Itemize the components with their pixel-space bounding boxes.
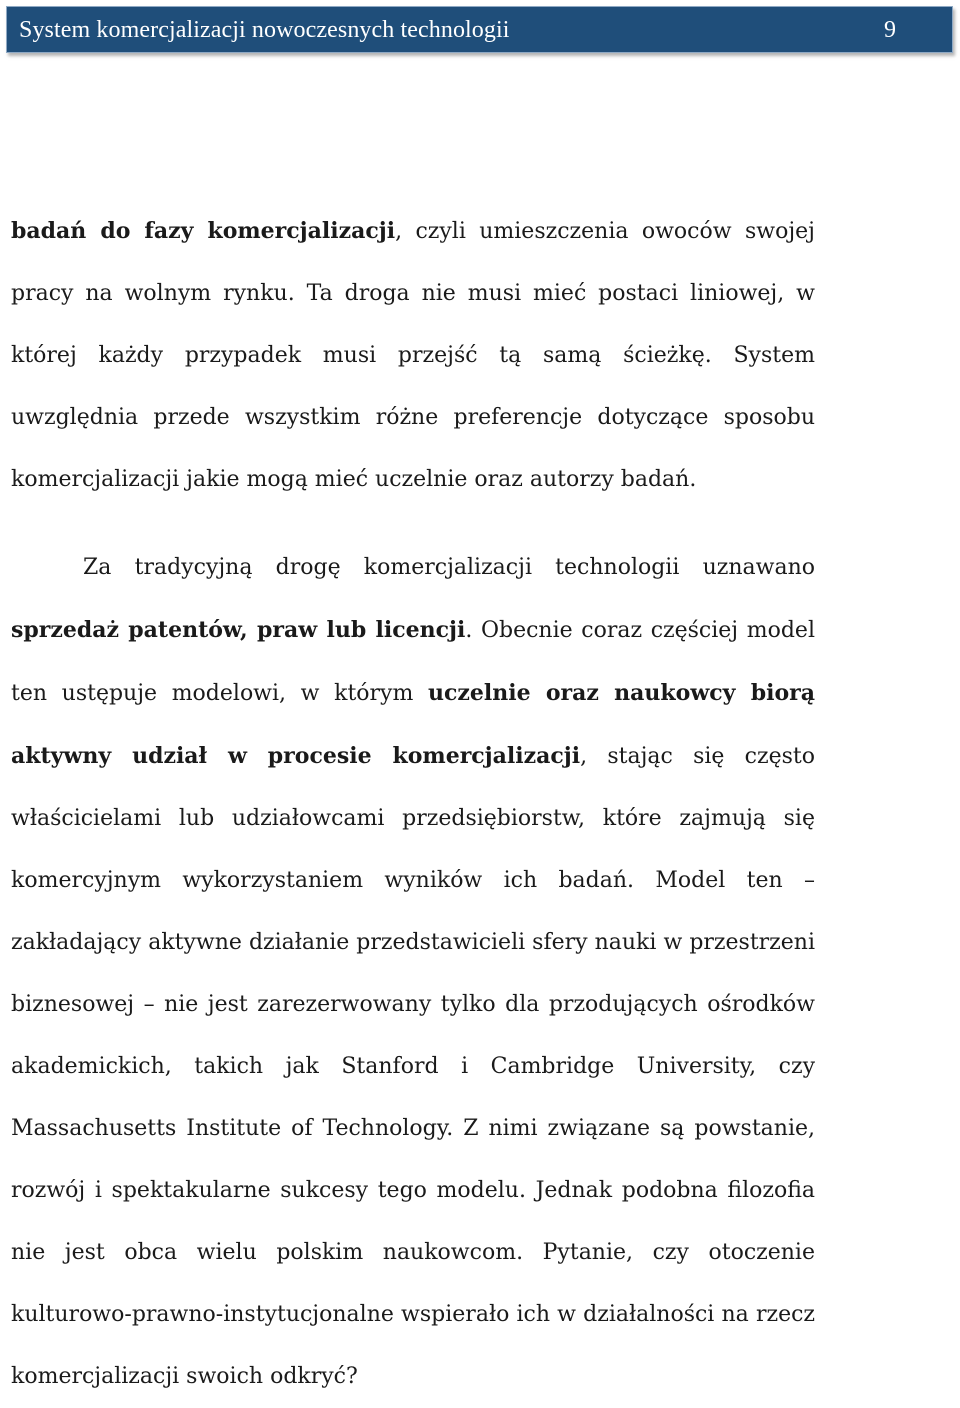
text-run: Za tradycyjną drogę komercjalizacji technologii uznawano (83, 555, 815, 580)
paragraph-1 (11, 200, 815, 511)
text-run: , czyli umieszczenia owoców swojej pracy na wolnym rynku. Ta droga nie musi mieć postaci liniowej, w której każdy przypadek musi przejść tą samą ścieżkę. System uwzględnia przede wszystkim różne preferencje dotyczące sposobu komercjalizacji jakie mogą mieć uczelnie oraz autorzy badań. (11, 219, 815, 492)
text-run: sprzedaż patentów, praw lub licencji (11, 617, 466, 643)
text-run: , stając się często właścicielami lub udziałowcami przedsiębiorstw, które zajmują się komercyjnym wykorzystaniem wyników ich badań. Model ten – zakładający aktywne działanie przedstawicieli sfery nauki w przestrzeni biznesowej – nie jest zarezerwowany tylko dla przodujących ośrodków akademickich, takich jak Stanford i Cambridge University, czy Massachusetts Institute of Technology. Z nimi związane są powstanie, rozwój i spektakularne sukcesy tego modelu. Jednak podobna filozofia nie jest obca wielu polskim naukowcom. Pytanie, czy otoczenie kulturowo-prawno-instytucjonalne wspierało ich w działalności na rzecz komercjalizacji swoich odkryć? (11, 744, 815, 1389)
text-run: badań do fazy komercjalizacji (11, 218, 396, 244)
header-title: System komercjalizacji nowoczesnych technologii (19, 17, 510, 43)
text-run: . Obecnie coraz częściej model ten ustępuje modelowi, w którym (11, 618, 815, 706)
paragraph-2 (11, 537, 815, 1408)
page-number: 9 (884, 17, 896, 43)
text-run: uczelnie oraz naukowcy biorą aktywny udział w procesie komercjalizacji (11, 680, 815, 769)
body-text (11, 200, 815, 1408)
running-header (6, 6, 953, 53)
